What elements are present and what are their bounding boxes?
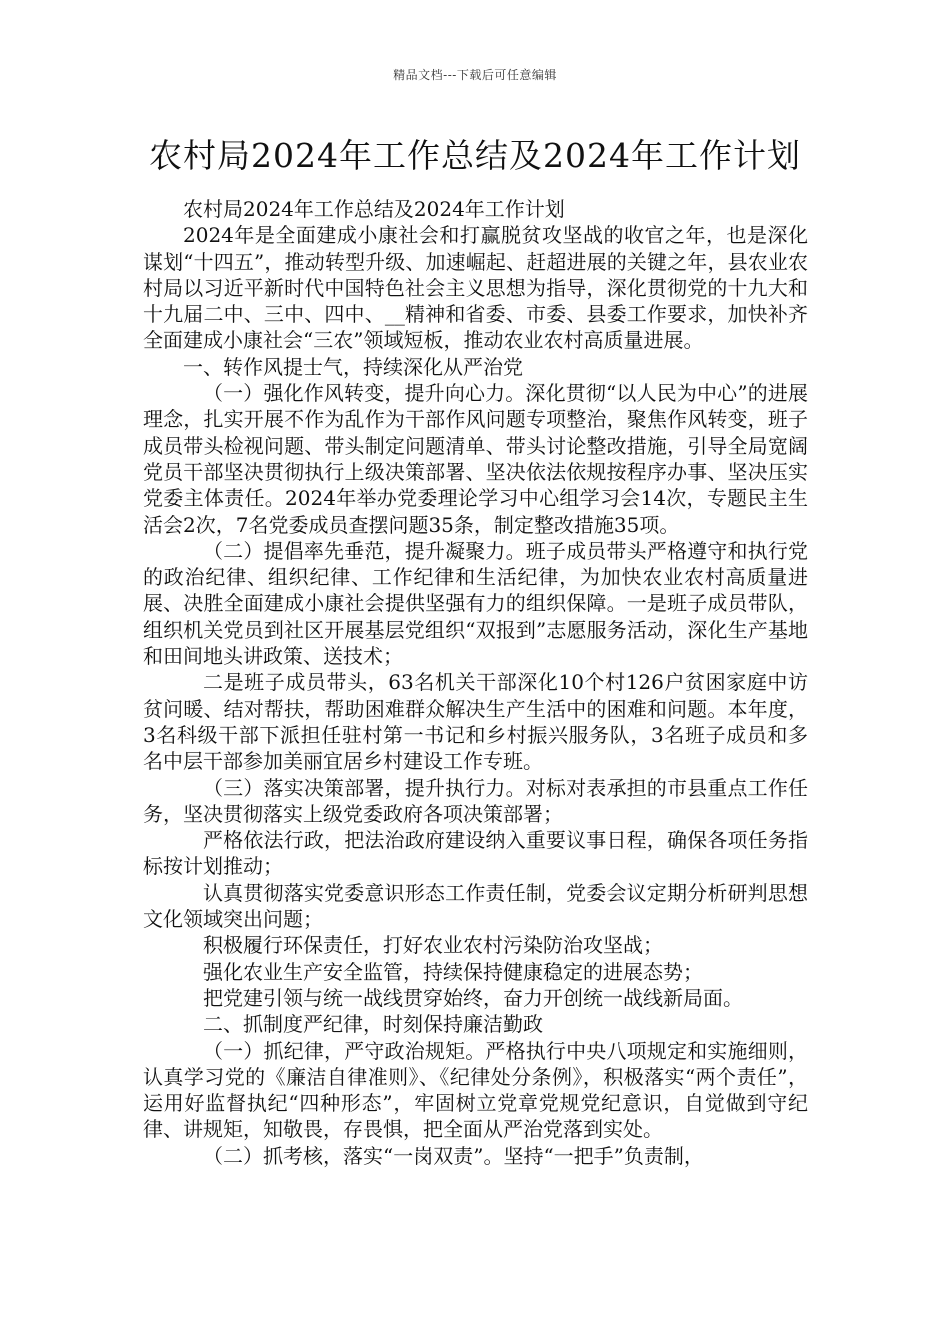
paragraph: 强化农业生产安全监管，持续保持健康稳定的进展态势；: [203, 959, 703, 984]
paragraph: （一）强化作风转变，提升向心力。深化贯彻“以人民为中心”的进展理念，扎实开展不作为乱作为干部作风问题专项整治，聚焦作风转变，班子成员带头检视问题、带头制定问题清单、带头讨论整改措施，引导全局宽阔党员干部坚决贯彻执行上级决策部署、坚决依法依规按程序办事、坚决压实党委主体责任。2024年举办党委理论学习中心组学习会14次，专题民主生活会2次，7名党委成员查摆问题35条，制定整改措施35项。: [143, 381, 808, 537]
section-heading-2: 二、抓制度严纪律，时刻保持廉洁勤政: [203, 1012, 543, 1037]
paragraph: 二是班子成员带头，63名机关干部深化10个村126户贫困家庭中访贫问暖、结对帮扶，帮助困难群众解决生产生活中的困难和问题。本年度，3名科级干部下派担任驻村第一书记和乡村振兴服务队，3名班子成员和多名中层干部参加美丽宜居乡村建设工作专班。: [143, 670, 808, 774]
section-heading-1: 一、转作风提士气，持续深化从严治党: [183, 354, 523, 379]
paragraph: 认真贯彻落实党委意识形态工作责任制，党委会议定期分析研判思想文化领域突出问题；: [143, 880, 808, 932]
document-body: [143, 196, 808, 1169]
paragraph: （一）抓纪律，严守政治规矩。严格执行中央八项规定和实施细则，认真学习党的《廉洁自律准则》、《纪律处分条例》，积极落实“两个责任”，运用好监督执纪“四种形态”，牢固树立党章党规党纪意识，自觉做到守纪律、讲规矩，知敬畏，存畏惧，把全面从严治党落到实处。: [143, 1038, 808, 1142]
paragraph: 积极履行环保责任，打好农业农村污染防治攻坚战；: [203, 933, 663, 958]
paragraph: （二）抓考核，落实“一岗双责”。坚持“一把手”负责制，: [203, 1143, 704, 1168]
subtitle-paragraph: 农村局2024年工作总结及2024年工作计划: [183, 197, 565, 221]
paragraph: （二）提倡率先垂范，提升凝聚力。班子成员带头严格遵守和执行党的政治纪律、组织纪律、工作纪律和生活纪律，为加快农业农村高质量进展、决胜全面建成小康社会提供坚强有力的组织保障。一是班子成员带队，组织机关党员到社区开展基层党组织“双报到”志愿服务活动，深化生产基地和田间地头讲政策、送技术；: [143, 538, 808, 669]
paragraph: （三）落实决策部署，提升执行力。对标对表承担的市县重点工作任务，坚决贯彻落实上级党委政府各项决策部署；: [143, 775, 808, 826]
document-title: 农村局2024年工作总结及2024年工作计划: [149, 136, 801, 175]
paragraph: 严格依法行政，把法治政府建设纳入重要议事日程，确保各项任务指标按计划推动；: [143, 828, 808, 879]
intro-paragraph: 2024年是全面建成小康社会和打赢脱贫攻坚战的收官之年，也是深化谋划“十四五”，推动转型升级、加速崛起、赶超进展的关键之年，县农业农村局以习近平新时代中国特色社会主义思想为指导，深化贯彻党的十九大和十九届二中、三中、四中、__精神和省委、市委、县委工作要求，加快补齐全面建成小康社会“三农”领域短板，推动农业农村高质量进展。: [143, 223, 808, 353]
paragraph: 把党建引领与统一战线贯穿始终，奋力开创统一战线新局面。: [203, 985, 743, 1010]
header-note: 精品文档---下载后可任意编辑: [393, 68, 557, 82]
